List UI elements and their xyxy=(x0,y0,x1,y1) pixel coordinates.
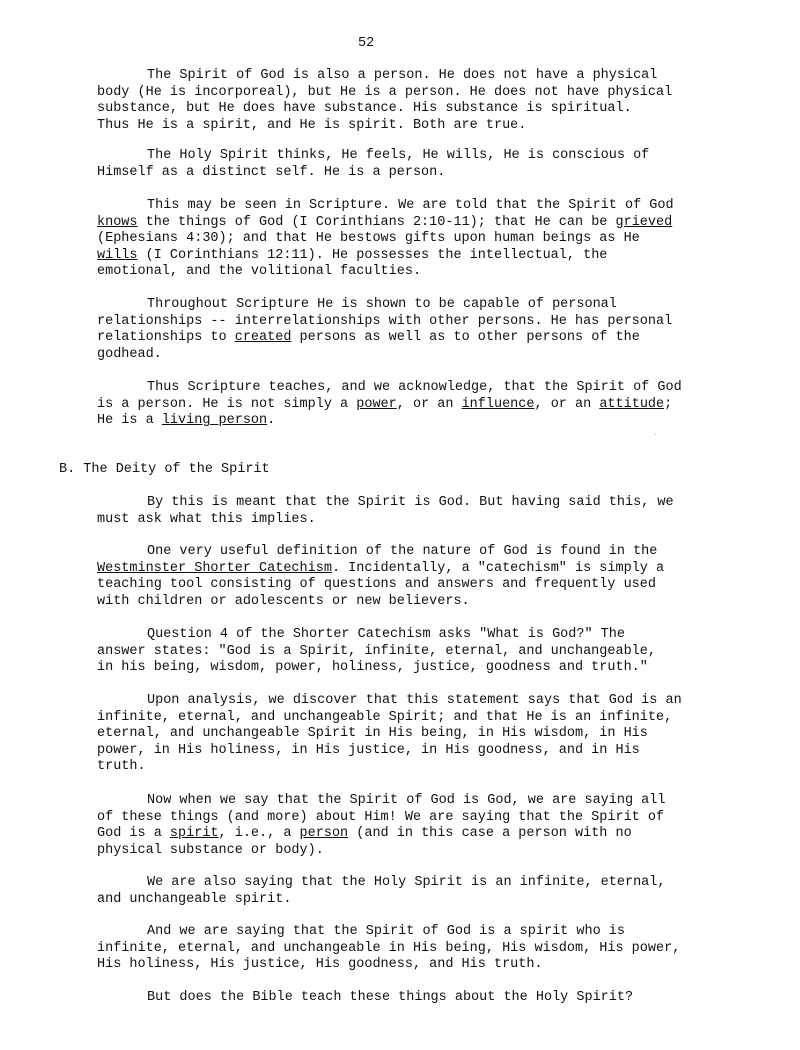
text-line: infinite, eternal, and unchangeable in His being, His wisdom, His power, xyxy=(97,940,681,956)
text-line: Thus Scripture teaches, and we acknowledge, that the Spirit of God xyxy=(147,380,682,395)
text-line: infinite, eternal, and unchangeable Spirit; and that He is an infinite, xyxy=(97,709,673,725)
text-line: The Spirit of God is also a person. He does not have a physical xyxy=(147,68,658,83)
underlined-word: power xyxy=(356,396,397,412)
text-line: One very useful definition of the nature of God is found in the xyxy=(147,544,658,559)
text-line: Himself as a distinct self. He is a person. xyxy=(97,164,446,180)
text-line: physical substance or body). xyxy=(97,842,324,858)
paragraph-infinite-spirit xyxy=(97,875,697,908)
text-line: godhead. xyxy=(97,346,162,362)
text-line xyxy=(97,330,697,347)
paragraph-analysis xyxy=(97,693,697,776)
text-span: . Incidentally, a "catechism" is simply a xyxy=(331,560,665,576)
text-span: , or an xyxy=(396,396,462,412)
text-line: Throughout Scripture He is shown to be capable of personal xyxy=(147,297,617,312)
paragraph-spirit-of-god-is-god xyxy=(97,793,697,859)
text-line: in his being, wisdom, power, holiness, justice, goodness and truth." xyxy=(97,660,648,676)
text-line xyxy=(97,248,697,265)
underlined-word: wills xyxy=(97,247,138,263)
underlined-word: created xyxy=(234,330,292,346)
underlined-word: living person xyxy=(161,413,268,429)
text-line: But does the Bible teach these things about the Holy Spirit? xyxy=(147,990,634,1005)
text-line: with children or adolescents or new believers. xyxy=(97,593,470,609)
text-line: eternal, and unchangeable Spirit in His being, in His wisdom, in His xyxy=(97,726,648,742)
text-line xyxy=(97,413,697,430)
underlined-word: grieved xyxy=(615,214,673,230)
text-line: must ask what this implies. xyxy=(97,511,316,527)
text-span: (and in this case a person with no xyxy=(348,826,632,842)
underlined-word: influence xyxy=(461,396,535,412)
text-line xyxy=(97,215,697,232)
underlined-word: person xyxy=(299,826,349,842)
text-line: Now when we say that the Spirit of God is God, we are saying all xyxy=(147,793,666,808)
text-line: and unchangeable spirit. xyxy=(97,891,292,907)
paragraph-spirit-is-god xyxy=(97,495,697,528)
text-line: power, in His holiness, in His justice, in His goodness, and in His xyxy=(97,742,640,758)
text-span: , or an xyxy=(534,396,600,412)
text-span: relationships to xyxy=(97,330,235,346)
text-line: body (He is incorporeal), but He is a person. He does not have physical xyxy=(97,84,673,100)
text-line xyxy=(97,561,697,578)
underlined-word: spirit xyxy=(169,826,219,842)
text-line: relationships -- interrelationships with other persons. He has personal xyxy=(97,313,673,329)
page-number: 52 xyxy=(358,36,375,51)
text-line: of these things (and more) about Him! We are saying that the Spirit of xyxy=(97,809,665,825)
paragraph-holy-spirit-thinks xyxy=(97,148,697,181)
text-line: teaching tool consisting of questions and answers and frequently used xyxy=(97,577,656,593)
section-heading: B. The Deity of the Spirit xyxy=(59,462,270,477)
text-line xyxy=(97,826,697,843)
text-line: emotional, and the volitional faculties. xyxy=(97,264,422,280)
text-line: (Ephesians 4:30); and that He bestows gifts upon human beings as He xyxy=(97,231,640,247)
text-line: The Holy Spirit thinks, He feels, He wills, He is conscious of xyxy=(147,148,650,163)
underlined-word: knows xyxy=(97,214,138,230)
text-span: (I Corinthians 12:11). He possesses the intellectual, the xyxy=(137,247,608,263)
text-span: is a person. He is not simply a xyxy=(97,396,357,412)
text-line: Upon analysis, we discover that this statement says that God is an xyxy=(147,693,682,708)
text-line xyxy=(97,397,697,414)
paragraph-relationships xyxy=(97,297,697,363)
text-span: He is a xyxy=(97,413,162,429)
text-span: . xyxy=(267,413,276,429)
text-span: persons as well as to other persons of the xyxy=(291,330,640,346)
paragraph-scripture-evidence xyxy=(97,198,697,281)
text-span: God is a xyxy=(97,826,170,842)
paragraph-spirit-person xyxy=(97,68,697,134)
underlined-word: attitude xyxy=(599,396,665,412)
text-span: , i.e., a xyxy=(218,826,300,842)
text-line: This may be seen in Scripture. We are told that the Spirit of God xyxy=(147,198,674,213)
text-line: We are also saying that the Holy Spirit is an infinite, eternal, xyxy=(147,875,666,890)
text-line: answer states: "God is a Spirit, infinite, eternal, and unchangeable, xyxy=(97,643,656,659)
paragraph-catechism xyxy=(97,544,697,610)
scan-mark xyxy=(655,434,656,435)
paragraph-question-4 xyxy=(97,627,697,677)
text-line: substance, but He does have substance. His substance is spiritual. xyxy=(97,101,632,117)
text-line: By this is meant that the Spirit is God. But having said this, we xyxy=(147,495,674,510)
text-line: Thus He is a spirit, and He is spirit. Both are true. xyxy=(97,117,527,133)
underlined-title: Westminster Shorter Catechism xyxy=(97,560,332,576)
paragraph-attributes xyxy=(97,924,697,974)
text-span: the things of God (I Corinthians 2:10-11); that He can be xyxy=(137,214,616,230)
text-line: His holiness, His justice, His goodness, and His truth. xyxy=(97,957,543,973)
paragraph-closing-question xyxy=(97,990,697,1007)
text-line: truth. xyxy=(97,759,146,775)
semicolon: ; xyxy=(664,396,673,412)
paragraph-living-person xyxy=(97,380,697,430)
text-line: Question 4 of the Shorter Catechism asks "What is God?" The xyxy=(147,627,625,642)
text-line: And we are saying that the Spirit of God is a spirit who is xyxy=(147,924,625,939)
